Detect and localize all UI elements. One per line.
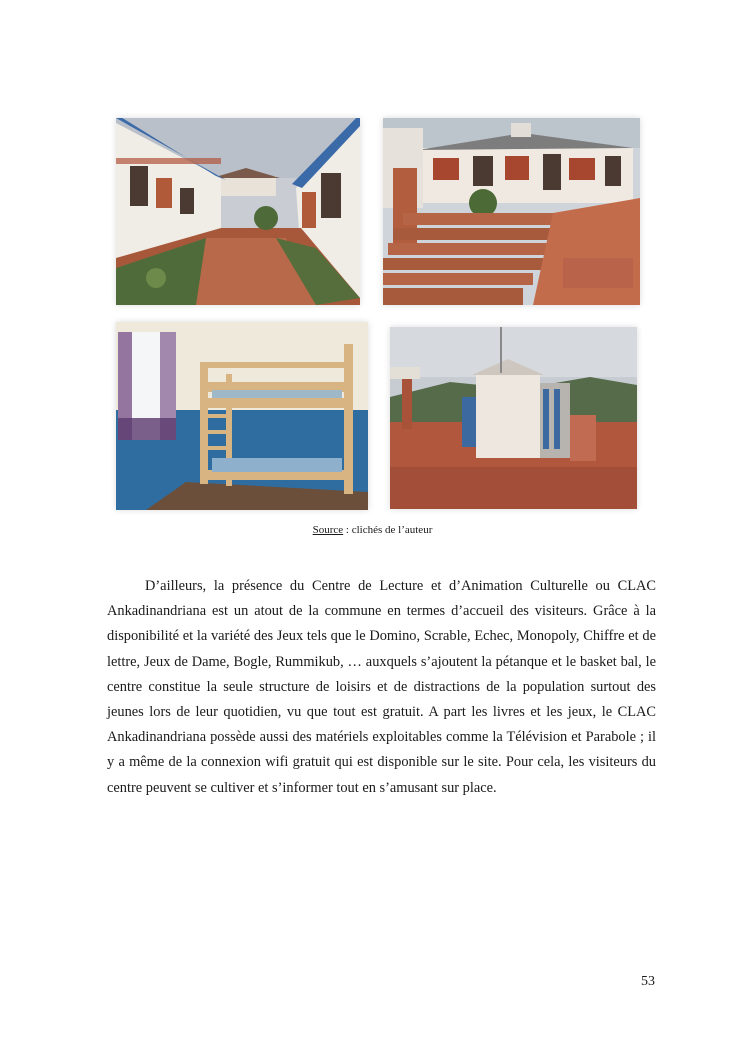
body-paragraph: D’ailleurs, la présence du Centre de Lecture et d’Animation Culturelle ou CLAC Ankadinandriana est un atout de la commune en termes d’accueil des visiteurs. Grâce à la disponibilité et la variété des Jeux tels que le Domino, Scrable, Echec, Monopoly, Chiffre et de lettre, Jeux de Dame, Bogle, Rummikub, … auxquels s’ajoutent la pétanque et le basket bal, le centre constitue la seule structure de loisirs et de distractions de la population surtout des jeunes lors de leur quotidien, vu que tout est gratuit. A part les livres et les jeux, le CLAC Ankadinandriana possède aussi des matériels exploitables comme la Télévision et Parabole ; il y a même de la connexion wifi gratuit qui est disponible sur le site. Pour cela, les visiteurs du centre peuvent se cultiver et s’informer tout en s’amusant sur place. [107, 578, 656, 796]
caption-source-label: Source [312, 524, 344, 536]
photo-building-steps [383, 118, 640, 305]
page-number: 53 [641, 974, 655, 989]
photo-bunk-bed-room [116, 322, 368, 510]
photo-buildings-pathway [116, 118, 360, 305]
photo-small-outbuilding [390, 327, 637, 509]
caption-source-text: : clichés de l’auteur [343, 524, 433, 536]
body-paragraph-container [107, 574, 656, 801]
figure-caption [0, 524, 745, 536]
